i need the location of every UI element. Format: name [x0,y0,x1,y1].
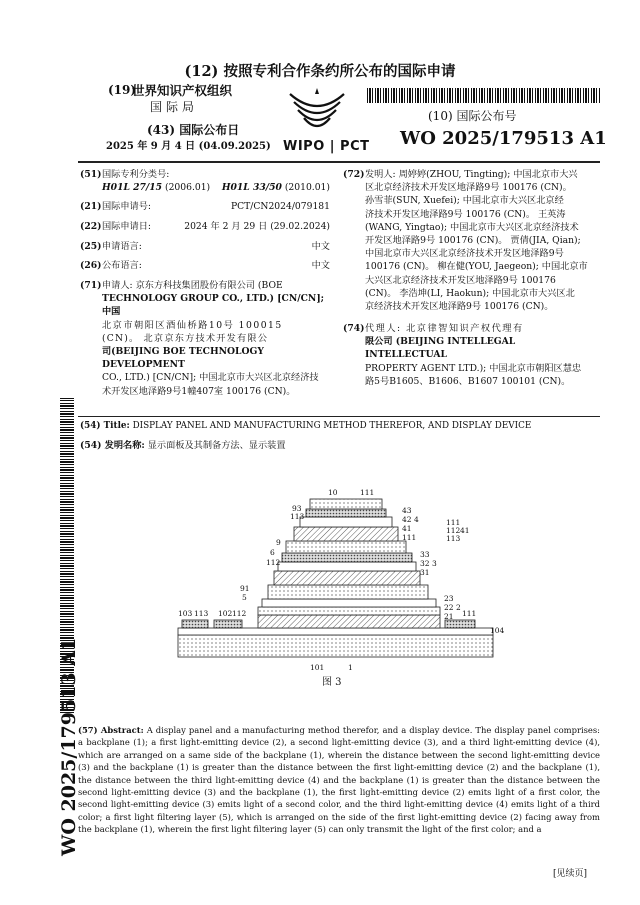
svg-text:5: 5 [242,593,247,602]
svg-text:111: 111 [446,518,461,527]
field-71: (71) 申请人: 京东方科技集团股份有限公司 (BOE TECHNOLOGY GROUP CO., LTD.) [CN/CN]; 中国 北京市朝阳区酒仙桥路10号 100015 (CN)。 北京京东方技术开发有限公 司(BEIJING BOE TECHNOLOGY DEVELOPMENT CO., LTD.) [CN/CN]; 中国北京市大兴区北京经济技 术开发区地泽路9号1幢407室 100176 (CN)。 [80,280,325,397]
field-51: (51)国际专利分类号: H01L 27/15 (2006.01) H01L 33/50 (2010.01) [80,169,330,194]
figure-caption: 图 3 [322,677,342,688]
svg-text:31: 31 [420,568,430,577]
pub-date: 2025 年 9 月 4 日 (04.09.2025) [106,141,271,152]
svg-text:6: 6 [270,548,275,557]
abstract: (57) Abstract: A display panel and a manufacturing method therefor, and a display device. The display panel comprises: a backplane (1); a first light-emitting device (2), a second light-emitting device (3), and a third light-emitting device (4), which are arranged on a same side of the backplane (1), wherein the distance between the second light-emitting device (3) and the backplane (1) is greater than the distance between the first light-emitting device (2) and the backplane (1), the distance between the third light-emitting device (4) and the backplane (1) is greater than the distance between the second light-emitting device (3) and the backplane (1), the first light-emitting device (2) emits light of a first color, the second light-emitting device (3) emits light of a second color, and the third light-emitting device (4) emits light of a third color; a first light filtering layer (5), which is arranged on the side of the first light-emitting device (2) facing away from the backplane (1), wherein the first light filtering layer (5) can only transmit the light of the first color; and a [78,725,601,835]
label-10: 10 [328,488,338,497]
svg-text:93: 93 [292,504,302,513]
svg-text:113: 113 [446,534,461,543]
svg-text:1: 1 [348,663,353,672]
svg-text:111: 111 [462,609,477,618]
wipo-logo-icon [282,88,352,140]
label-111-top: 111 [360,488,375,497]
barcode-top [367,88,600,103]
field-22: (22)国际申请日: 2024 年 2 月 29 日 (29.02.2024) [80,221,330,232]
svg-text:3: 3 [432,559,437,568]
side-pub-no: WO 2025/179513 A1 [58,637,80,856]
svg-text:104: 104 [490,626,505,635]
title-rule [78,416,600,417]
svg-text:41: 41 [402,524,412,533]
figure-3-drawing [170,485,510,680]
svg-text:112: 112 [446,526,461,535]
svg-text:112: 112 [232,609,247,618]
org-code: (19) [108,83,137,97]
header-rule [78,161,600,163]
svg-text:112: 112 [266,558,281,567]
svg-text:9: 9 [276,538,281,547]
org-name: 世界知识产权组织 [132,83,233,98]
field-25: (25)申请语言: 中文 [80,241,330,252]
svg-text:42: 42 [402,515,412,524]
field-21: (21)国际申请号: PCT/CN2024/079181 [80,201,330,212]
svg-text:111: 111 [402,533,417,542]
svg-text:33: 33 [420,550,430,559]
pub-no: WO 2025/179513 A1 [400,128,607,149]
field-26: (26)公布语言: 中文 [80,260,330,271]
field-74: (74) 代理人: 北京律智知识产权代理有 限公司 (BEIJING INTELLEGAL INTELLECTUAL PROPERTY AGENT LTD.); 中国北京市朝阳区慧忠 路5号B1605、B1606、B1607 100101 (CN)。 [343,323,582,387]
title-cn: (54) 发明名称: 显示面板及其制备方法、显示装置 [80,440,286,451]
wipo-pct-text: WIPO | PCT [283,139,370,154]
title-en: (54) Title: DISPLAY PANEL AND MANUFACTURING METHOD THEREFOR, AND DISPLAY DEVICE [80,421,532,431]
svg-text:43: 43 [402,506,412,515]
continued-note: [见续页] [553,869,588,879]
svg-text:113: 113 [194,609,209,618]
pub-date-label: (43) 国际公布日 [147,123,240,137]
svg-text:102: 102 [218,609,233,618]
svg-text:2: 2 [456,603,461,612]
svg-text:21: 21 [444,612,454,621]
pub-no-label: (10) 国际公布号 [428,109,517,123]
org-sub: 国际局 [150,100,199,114]
svg-text:91: 91 [240,584,250,593]
svg-text:4: 4 [414,515,419,524]
svg-text:41: 41 [460,526,470,535]
svg-text:32: 32 [420,559,430,568]
svg-text:101: 101 [310,663,325,672]
field-72: (72) 发明人: 周婷婷(ZHOU, Tingting); 中国北京市大兴 区北京经济技术开发区地泽路9号 100176 (CN)。 孙雪菲(SUN, Xuefei); 中国北京市大兴区北京经 济技术开发区地泽路9号 100176 (CN)。 王英涛 (WANG, Yingtao); 中国北京市大兴区北京经济技术 开发区地泽路9号 100176 (CN)。 贾倩(JIA, Qian); 中国北京市大兴区北京经济技术开发区地泽路9号 100176 (CN)。 柳在健(YOU, Jaegeon); 中国北京市 大兴区北京经济技术开发区地泽路9号 100176 (CN)。 李浩坤(LI, Haokun); 中国北京市大兴区北 京经济技术开发区地泽路9号 100176 (CN)。 [343,169,588,313]
svg-text:23: 23 [444,594,454,603]
svg-text:113: 113 [290,512,305,521]
svg-text:103: 103 [178,609,193,618]
svg-text:22: 22 [444,603,454,612]
document-title: (12) 按照专利合作条约所公布的国际申请 [184,63,456,80]
